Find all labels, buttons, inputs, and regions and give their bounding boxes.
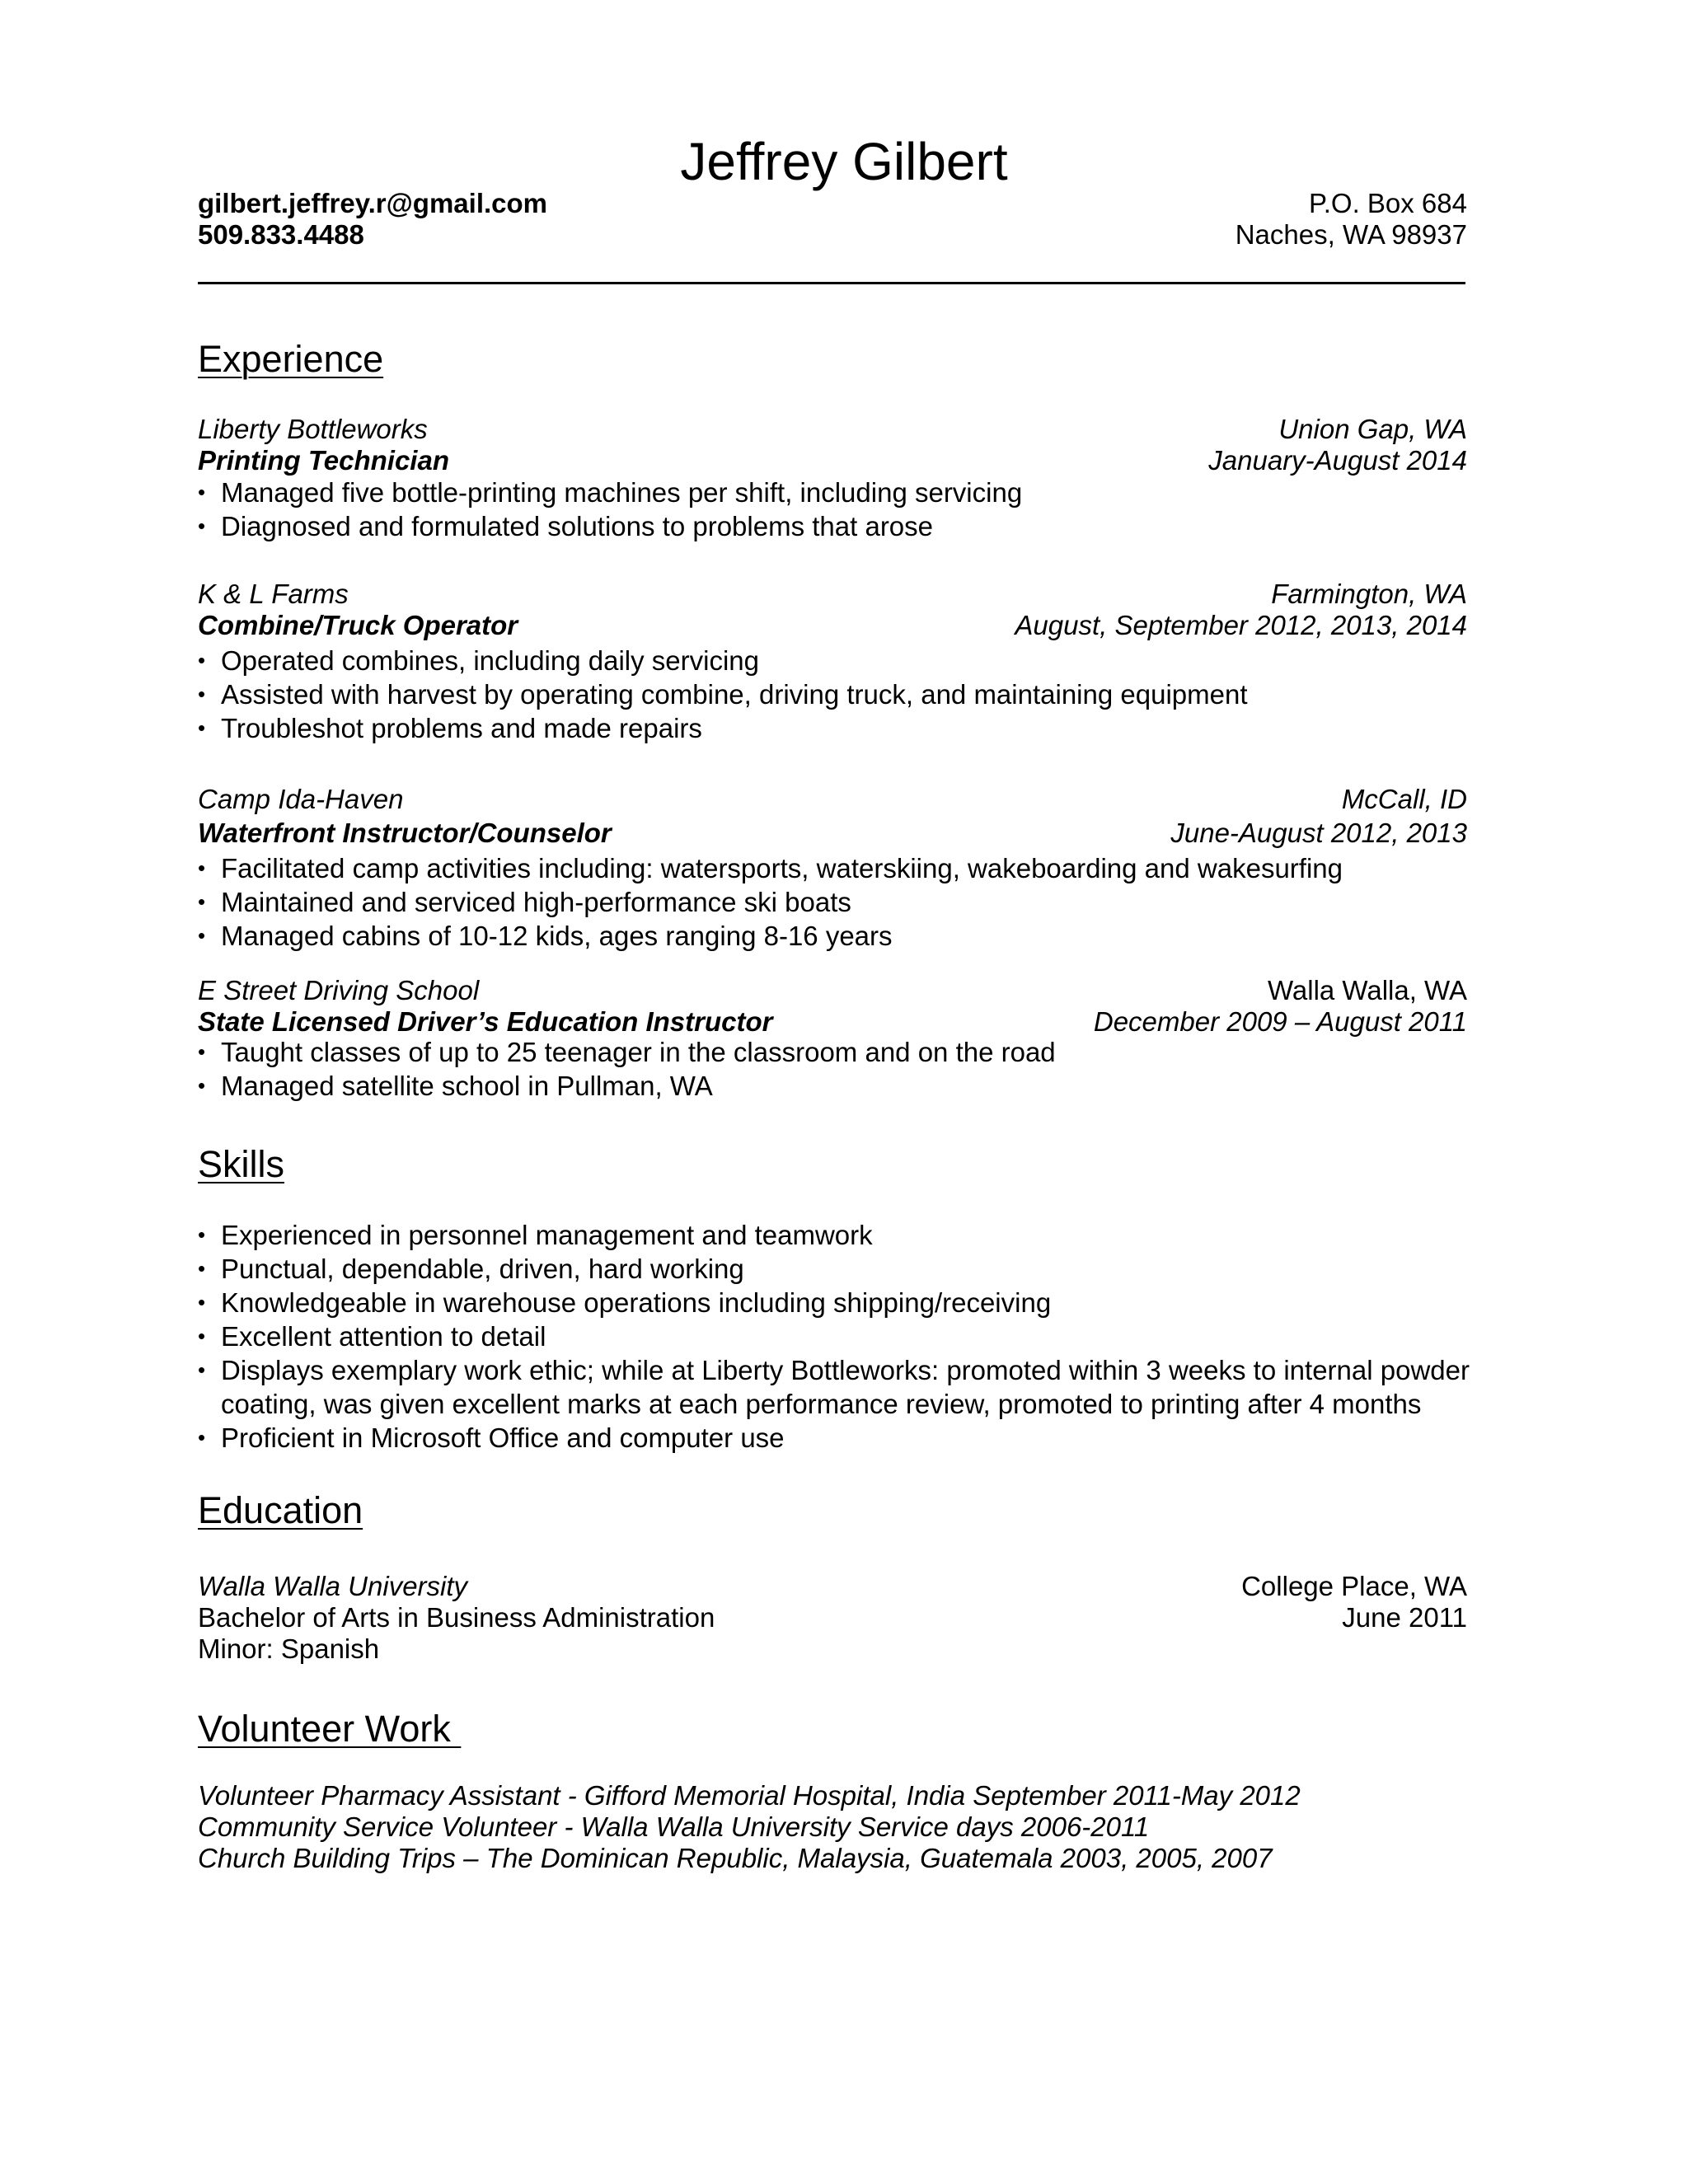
education-degree-row: [198, 1602, 1467, 1633]
contact-info: [198, 188, 547, 251]
job-2-title: Combine/Truck Operator: [198, 610, 518, 640]
job-3-location: McCall, ID: [1341, 784, 1467, 814]
education-school: Walla Walla University: [198, 1571, 468, 1601]
list-item: • Maintained and serviced high-performance ski boats: [198, 885, 1484, 919]
job-3-title-row: [198, 818, 1467, 849]
list-item: • Troubleshot problems and made repairs: [198, 711, 1484, 745]
job-4-bullets: [198, 1035, 1484, 1103]
phone-number: 509.833.4488: [198, 219, 364, 250]
job-1-bullets: [198, 476, 1484, 543]
skills-heading: Skills: [198, 1143, 285, 1185]
job-2-location: Farmington, WA: [1271, 579, 1467, 609]
job-1-title: Printing Technician: [198, 445, 449, 476]
volunteer-item-2: Community Service Volunteer - Walla Walla University Service days 2006-2011: [198, 1811, 1150, 1842]
list-item: • Diagnosed and formulated solutions to problems that arose: [198, 509, 1484, 543]
email-address: gilbert.jeffrey.r@gmail.com: [198, 188, 548, 218]
education-minor: Minor: Spanish: [198, 1633, 380, 1664]
list-item: • Managed five bottle-printing machines per shift, including servicing: [198, 476, 1484, 509]
job-1-employer: Liberty Bottleworks: [198, 414, 428, 444]
job-3-title: Waterfront Instructor/Counselor: [198, 818, 612, 848]
list-item: • Assisted with harvest by operating combine, driving truck, and maintaining equipment: [198, 677, 1484, 711]
job-2-title-row: [198, 610, 1467, 641]
list-item: • Taught classes of up to 25 teenager in the classroom and on the road: [198, 1035, 1484, 1069]
experience-heading: Experience: [198, 338, 384, 380]
list-item: • Knowledgeable in warehouse operations including shipping/receiving: [198, 1286, 1484, 1319]
education-location: College Place, WA: [1241, 1571, 1467, 1601]
education-school-row: [198, 1571, 1467, 1602]
job-4-title: State Licensed Driver’s Education Instructor: [198, 1006, 773, 1037]
list-item: • Facilitated camp activities including: watersports, waterskiing, wakeboarding and wakesurfing: [198, 851, 1484, 885]
list-item: • Managed satellite school in Pullman, WA: [198, 1069, 1484, 1103]
education-heading: Education: [198, 1489, 363, 1531]
job-4-dates: December 2009 – August 2011: [1093, 1006, 1467, 1037]
list-item: • Excellent attention to detail: [198, 1319, 1484, 1353]
job-3-dates: June-August 2012, 2013: [1170, 818, 1467, 848]
list-item: • Displays exemplary work ethic; while at Liberty Bottleworks: promoted within 3 weeks to internal powder coating, was given excellent marks at each performance review, promoted to printing after 4 months: [198, 1353, 1484, 1421]
job-1-location: Union Gap, WA: [1278, 414, 1467, 444]
job-2-dates: August, September 2012, 2013, 2014: [1015, 610, 1467, 640]
list-item: • Proficient in Microsoft Office and computer use: [198, 1421, 1484, 1455]
job-1-employer-row: [198, 414, 1467, 445]
job-2-employer-row: [198, 579, 1467, 610]
volunteer-heading: Volunteer Work: [198, 1708, 462, 1750]
job-4-location: Walla Walla, WA: [1267, 975, 1467, 1005]
skills-list: [198, 1218, 1484, 1455]
education-date: June 2011: [1342, 1602, 1467, 1633]
list-item: • Experienced in personnel management and teamwork: [198, 1218, 1484, 1252]
job-3-employer: Camp Ida-Haven: [198, 784, 404, 814]
list-item: • Operated combines, including daily servicing: [198, 644, 1484, 677]
job-4-employer-row: [198, 975, 1467, 1006]
volunteer-item-3: Church Building Trips – The Dominican Republic, Malaysia, Guatemala 2003, 2005, 2007: [198, 1843, 1273, 1873]
job-2-employer: K & L Farms: [198, 579, 349, 609]
job-4-title-row: [198, 1006, 1467, 1038]
mailing-address: [1236, 188, 1467, 251]
job-4-employer: E Street Driving School: [198, 975, 480, 1005]
candidate-name: Jeffrey Gilbert: [680, 132, 1008, 191]
volunteer-item-1: Volunteer Pharmacy Assistant - Gifford Memorial Hospital, India September 2011-May 2012: [198, 1780, 1301, 1811]
address-line-1: P.O. Box 684: [1308, 188, 1467, 218]
job-2-bullets: [198, 644, 1484, 745]
job-1-dates: January-August 2014: [1208, 445, 1467, 476]
education-degree: Bachelor of Arts in Business Administration: [198, 1602, 715, 1633]
job-1-title-row: [198, 445, 1467, 476]
list-item: • Managed cabins of 10-12 kids, ages ranging 8-16 years: [198, 919, 1484, 953]
list-item: • Punctual, dependable, driven, hard working: [198, 1252, 1484, 1286]
header-divider: [198, 282, 1465, 284]
job-3-employer-row: [198, 784, 1467, 815]
job-3-bullets: [198, 851, 1484, 953]
address-line-2: Naches, WA 98937: [1235, 219, 1467, 250]
